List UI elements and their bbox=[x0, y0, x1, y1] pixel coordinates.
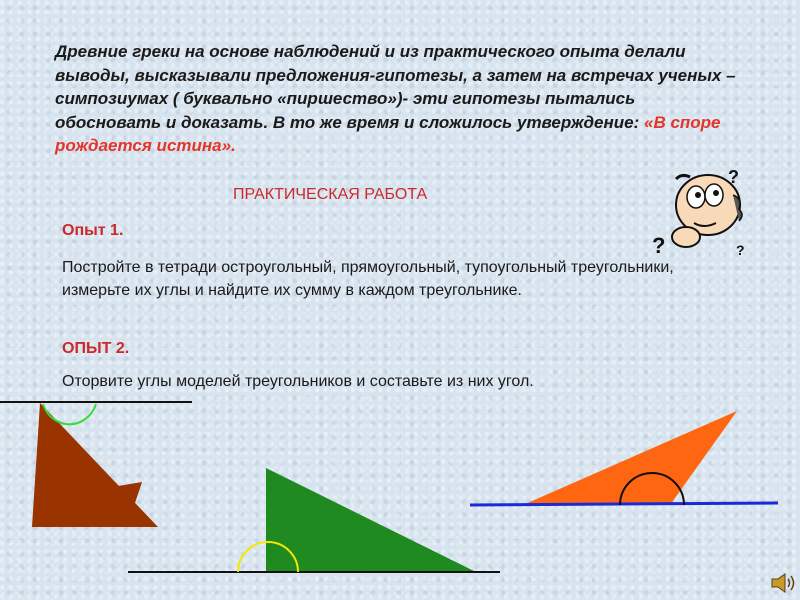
svg-text:?: ? bbox=[652, 233, 666, 258]
experiment-1-text: Постройте в тетради остроугольный, прямоугольный, тупоугольный треугольники, измерьте их углы и найдите их сумму в каждом треугольнике. bbox=[62, 259, 674, 299]
thinking-man-icon bbox=[648, 165, 758, 265]
green-triangle bbox=[266, 468, 478, 573]
experiment-1-label: Опыт 1. bbox=[62, 222, 124, 239]
brown-triangle bbox=[32, 403, 158, 527]
svg-text:?: ? bbox=[728, 167, 739, 187]
practical-work-heading: ПРАКТИЧЕСКАЯ РАБОТА bbox=[233, 186, 428, 203]
experiment-2-text: Оторвите углы моделей треугольников и составьте из них угол. bbox=[62, 373, 534, 390]
blue-baseline bbox=[470, 503, 778, 505]
svg-text:?: ? bbox=[736, 242, 745, 258]
orange-triangle bbox=[523, 411, 737, 505]
intro-main: Древние греки на основе наблюдений и из практического опыта делали выводы, высказывали предложения-гипотезы, а затем на встречах ученых – симпозиумах ( буквально «пиршество»)- эти гипотезы пытались обосновать и доказать. В то же время и сложилось утверждение: bbox=[55, 42, 736, 132]
experiment-2-label: ОПЫТ 2. bbox=[62, 340, 130, 357]
intro-quote: «В споре рождается истина». bbox=[55, 112, 721, 155]
speaker-icon[interactable] bbox=[770, 572, 796, 594]
